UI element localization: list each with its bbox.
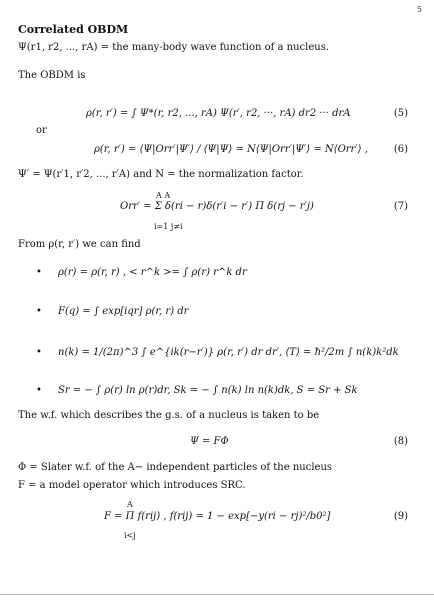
or-label: or [36,125,47,136]
phi-definition: Φ = Slater w.f. of the A− independent particles of the nucleus [18,462,333,473]
section-title: Correlated OBDM [18,23,129,36]
equation-9: F = Π f(rij) , f(rij) = 1 − exp[−y(ri − rj)²/b0²] [104,511,331,522]
bullet-2-marker: • [36,306,42,317]
equation-9-lower: i<j [124,531,136,540]
equation-9-number: (9) [393,511,408,522]
bullet-3: n(k) = 1/(2π)^3 ∫ e^{ik(r−r′)} ρ(r, r′) dr dr′, ⟨T⟩ = ħ²/2m ∫ n(k)k²dk [58,347,399,358]
equation-7-limits: A A [156,191,171,200]
page-number: 5 [416,5,422,14]
equation-9-upper: A [127,500,133,509]
equation-6-number: (6) [393,144,408,155]
equation-6: ρ(r, r′) = ⟨Ψ|Orr′|Ψ′⟩ / ⟨Ψ|Ψ⟩ = N⟨Ψ|Orr′|Ψ′⟩ = N⟨Orr′⟩ , [94,144,368,155]
bullet-1: ρ(r) = ρ(r, r) , < r^k >= ∫ ρ(r) r^k dr [58,267,247,278]
psi-prime-definition: Ψ′ = Ψ(r′1, r′2, ..., r′A) and N = the normalization factor. [18,169,304,180]
bullet-1-marker: • [36,267,42,278]
equation-8-number: (8) [393,436,408,447]
bullet-2: F(q) = ∫ exp[iqr] ρ(r, r) dr [58,306,189,317]
bottom-rule [0,594,434,595]
wf-text: The w.f. which describes the g.s. of a nucleus is taken to be [18,410,320,421]
equation-7-lower-limits: i=1 j≠i [154,222,183,231]
equation-7-number: (7) [393,201,408,212]
bullet-4: Sr = − ∫ ρ(r) ln ρ(r)dr, Sk = − ∫ n(k) ln n(k)dk, S = Sr + Sk [58,385,358,396]
from-text: From ρ(r, r′) we can find [18,239,141,250]
obdm-intro: The OBDM is [18,70,86,81]
wavefunction-definition: Ψ(r1, r2, ..., rA) = the many-body wave function of a nucleus. [18,42,330,53]
equation-5: ρ(r, r′) = ∫ Ψ*(r, r2, ..., rA) Ψ(r′, r2, ···, rA) dr2 ··· drA [86,108,351,119]
equation-8: Ψ = FΦ [190,436,229,447]
equation-7: Orr′ = Σ δ(ri − r)δ(r′i − r′) Π δ(rj − r′j) [120,201,314,212]
bullet-3-marker: • [36,347,42,358]
f-definition: F = a model operator which introduces SRC. [18,480,246,491]
bullet-4-marker: • [36,385,42,396]
equation-5-number: (5) [393,108,408,119]
